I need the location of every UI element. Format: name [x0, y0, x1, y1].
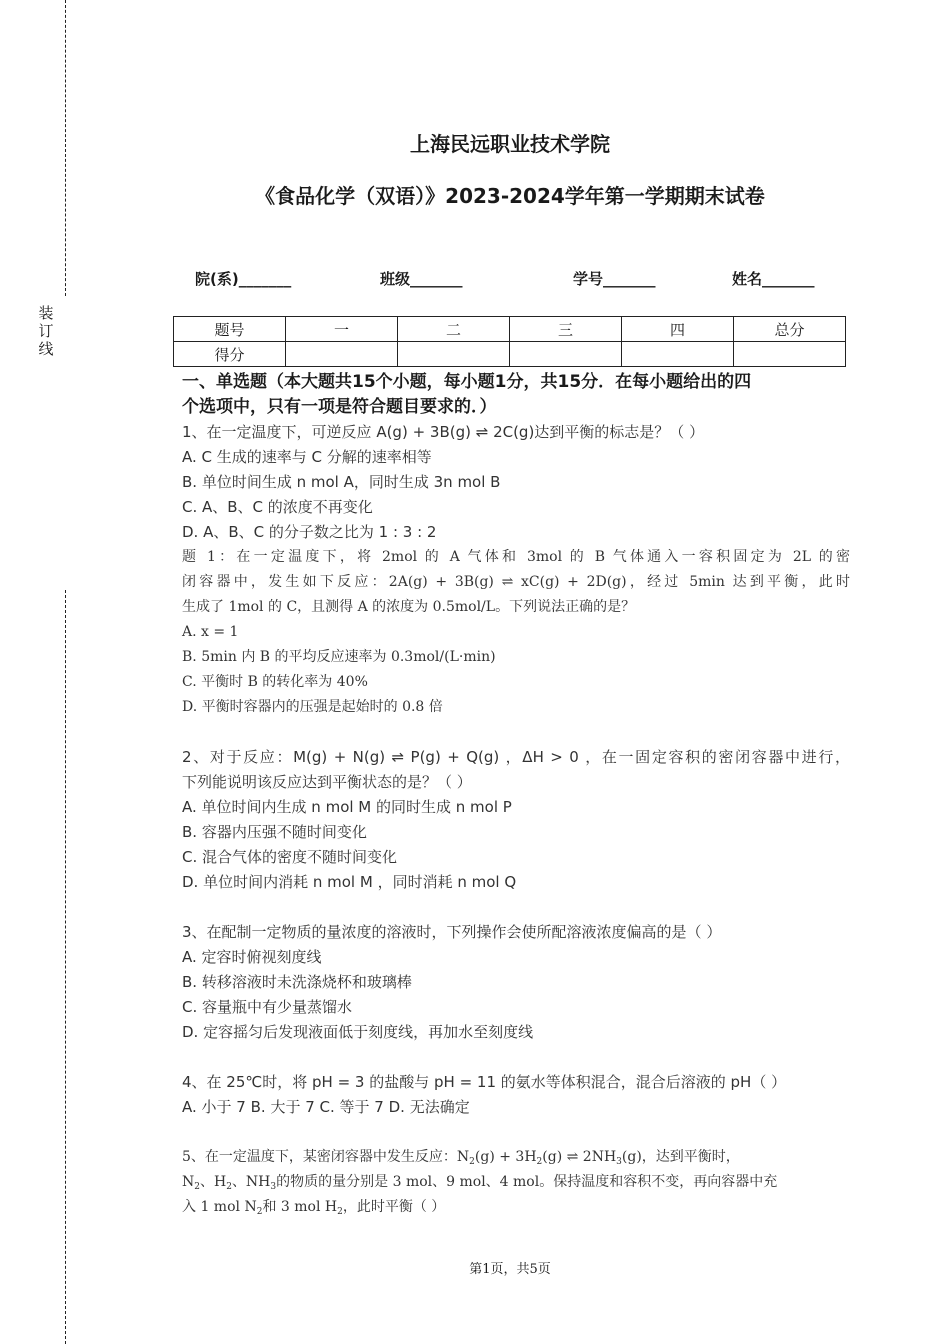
- spacer: [182, 1045, 850, 1070]
- subscript: 3: [616, 1157, 622, 1167]
- question-3-option-d: D. 定容摇匀后发现液面低于刻度线，再加水至刻度线: [182, 1023, 534, 1041]
- q5-text: 5、在一定温度下，某密闭容器中发生反应：N: [182, 1149, 470, 1165]
- score-cell[interactable]: [734, 342, 846, 367]
- question-2-stem: 2、对于反应：M(g) + N(g) ⇌ P(g) + Q(g) ，ΔH > 0 ，在一固定容积的密闭容器中进行，: [182, 748, 850, 766]
- question-4-stem: 4、在 25℃时，将 pH = 3 的盐酸与 pH = 11 的氨水等体积混合，混合后溶液的 pH（ ）: [182, 1073, 787, 1091]
- table-cell: 题号: [174, 317, 286, 342]
- section-title: 一、单选题（本大题共15个小题，每小题1分，共15分．在每小题给出的四: [182, 372, 752, 392]
- q5-text: ，此时平衡（ ）: [342, 1199, 446, 1215]
- question-2-stem: 下列能说明该反应达到平衡状态的是？（ ）: [182, 773, 472, 791]
- q5-text: 、H: [199, 1174, 227, 1190]
- student-info-row: [195, 268, 835, 292]
- subscript: 2: [469, 1157, 475, 1167]
- section-title: 个选项中，只有一项是符合题目要求的．）: [182, 397, 497, 417]
- extra-question-stem: 闭容器中，发生如下反应：2A(g) + 3B(g) ⇌ xC(g) + 2D(g)，经过 5min 达到平衡，此时: [182, 574, 850, 590]
- class-field[interactable]: 班级_______: [380, 270, 463, 288]
- subscript: 3: [270, 1182, 277, 1192]
- binding-char: 装: [38, 304, 54, 322]
- q5-text: 和 3 mol H: [262, 1199, 338, 1215]
- extra-question-stem: 生成了 1mol 的 C，且测得 A 的浓度为 0.5mol/L。下列说法正确的是？: [182, 599, 636, 615]
- table-cell: 二: [398, 317, 510, 342]
- question-2-option-d: D. 单位时间内消耗 n mol M ，同时消耗 n mol Q: [182, 873, 517, 891]
- spacer: [182, 720, 850, 745]
- question-2-option-c: C. 混合气体的密度不随时间变化: [182, 848, 398, 866]
- binding-char: 订: [38, 322, 54, 340]
- question-3-option-c: C. 容量瓶中有少量蒸馏水: [182, 998, 353, 1016]
- exam-title: 《食品化学（双语）》2023-2024学年第一学期期末试卷: [255, 184, 765, 208]
- page-footer: 第1页，共5页: [469, 1262, 551, 1277]
- score-cell[interactable]: [622, 342, 734, 367]
- extra-question-option-b: B. 5min 内 B 的平均反应速率为 0.3mol/(L·min): [182, 649, 496, 665]
- student-id-field[interactable]: 学号_______: [573, 270, 656, 288]
- question-5-stem: [182, 1195, 850, 1220]
- spacer: [182, 895, 850, 920]
- extra-question-stem: 题 1：在一定温度下，将 2mol 的 A 气体和 3mol 的 B 气体通入一容积固定为 2L 的密: [182, 549, 850, 565]
- department-field[interactable]: 院(系)_______: [195, 270, 292, 288]
- table-cell: 三: [510, 317, 622, 342]
- table-cell: 一: [286, 317, 398, 342]
- table-cell: 得分: [174, 342, 286, 367]
- question-3-stem: 3、在配制一定物质的量浓度的溶液时，下列操作会使所配溶液浓度偏高的是（ ）: [182, 923, 722, 941]
- score-table-score-row: [174, 342, 846, 367]
- subscript: 2: [256, 1207, 263, 1217]
- q5-text: 入 1 mol N: [182, 1199, 257, 1215]
- subscript: 2: [226, 1182, 232, 1192]
- extra-question-option-d: D. 平衡时容器内的压强是起始时的 0.8 倍: [182, 699, 443, 715]
- binding-line-bottom: [65, 590, 66, 1344]
- question-1-option-b: B. 单位时间生成 n mol A，同时生成 3n mol B: [182, 473, 501, 491]
- q5-text: 、NH: [231, 1174, 271, 1190]
- q5-text: (g)，达到平衡时，: [621, 1149, 740, 1165]
- question-3-option-b: B. 转移溶液时未洗涤烧杯和玻璃棒: [182, 973, 412, 991]
- extra-question-option-a: A. x = 1: [182, 624, 239, 640]
- subscript: 2: [194, 1182, 200, 1192]
- score-cell[interactable]: [398, 342, 510, 367]
- subscript: 2: [536, 1157, 543, 1167]
- question-5-stem: [182, 1170, 850, 1195]
- table-cell: 总分: [734, 317, 846, 342]
- score-table: [173, 316, 846, 367]
- subscript: 2: [337, 1207, 343, 1217]
- school-title: 上海民远职业技术学院: [410, 132, 610, 156]
- score-cell[interactable]: [286, 342, 398, 367]
- spacer: [182, 1120, 850, 1145]
- q5-text: 的物质的量分别是 3 mol、9 mol、4 mol。保持温度和容积不变，再向容器中充: [276, 1174, 778, 1190]
- q5-text: (g) + 3H: [474, 1149, 537, 1165]
- binding-label: [36, 304, 56, 358]
- name-field[interactable]: 姓名_______: [732, 270, 815, 288]
- question-4-options: A. 小于 7 B. 大于 7 C. 等于 7 D. 无法确定: [182, 1098, 470, 1116]
- question-3-option-a: A. 定容时俯视刻度线: [182, 948, 322, 966]
- binding-char: 线: [38, 340, 54, 358]
- question-content: [182, 370, 850, 1220]
- table-cell: 四: [622, 317, 734, 342]
- question-1-option-a: A. C 生成的速率与 C 分解的速率相等: [182, 448, 432, 466]
- question-2-option-a: A. 单位时间内生成 n mol M 的同时生成 n mol P: [182, 798, 512, 816]
- question-1-stem: 1、在一定温度下，可逆反应 A(g) + 3B(g) ⇌ 2C(g)达到平衡的标志是？（ ）: [182, 423, 705, 441]
- extra-question-option-c: C. 平衡时 B 的转化率为 40%: [182, 674, 368, 690]
- question-1-option-d: D. A、B、C 的分子数之比为 1 : 3 : 2: [182, 523, 437, 541]
- question-1-option-c: C. A、B、C 的浓度不再变化: [182, 498, 373, 516]
- question-5-stem: [182, 1145, 850, 1170]
- score-cell[interactable]: [510, 342, 622, 367]
- q5-text: N: [182, 1174, 195, 1190]
- question-2-option-b: B. 容器内压强不随时间变化: [182, 823, 367, 841]
- q5-text: (g) ⇌ 2NH: [542, 1149, 617, 1165]
- score-table-header-row: [174, 317, 846, 342]
